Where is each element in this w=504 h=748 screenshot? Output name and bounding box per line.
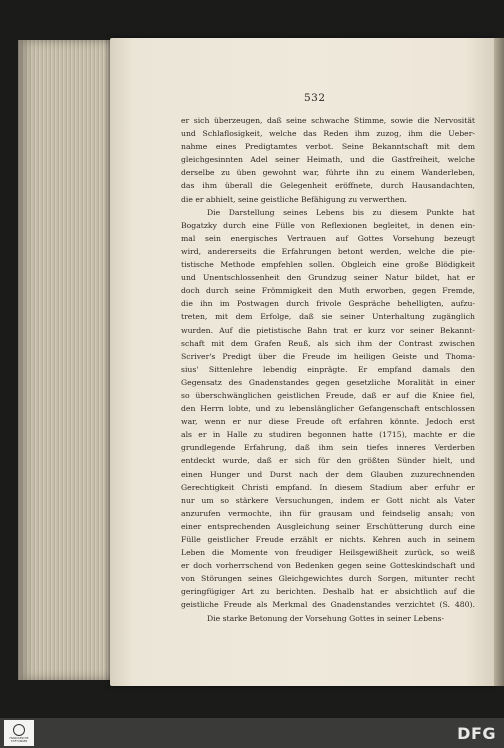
book-page-edges bbox=[18, 40, 114, 680]
text-line: Leben die Momente von freudiger Heilsgewißheit zurück, so weiß bbox=[181, 548, 475, 558]
text-line: von Störungen seines Gleichgewichtes durch Sorgen, mitunter recht bbox=[181, 574, 475, 584]
text-line: einen Hunger und Durst nach der dem Glauben zuzurechnenden bbox=[181, 469, 475, 479]
text-line: den Herrn lobte, und zu lebenslänglicher Gefangenschaft entschlossen bbox=[181, 404, 475, 414]
text-line: tistische Methode empfehlen sollen. Obgleich eine große Blödigkeit bbox=[181, 260, 475, 270]
text-line: er sich überzeugen, daß seine schwache Stimme, sowie die Nervosität bbox=[181, 116, 475, 125]
page-text bbox=[181, 114, 475, 625]
dfg-logo[interactable]: DFG bbox=[457, 724, 496, 743]
text-line: Gerechtigkeit Christi empfand. In diesem Stadium aber erfuhr er bbox=[181, 482, 475, 492]
text-line: wird, andererseits die Erfahrungen betont werden, welche die pie- bbox=[181, 246, 475, 256]
text-line: geistliche Freude als Merkmal des Gnadenstandes verzichtet (S. 480). bbox=[181, 600, 475, 610]
text-line: schaft mit dem Grafen Reuß, als sich ihm der Contrast zwischen bbox=[181, 338, 475, 348]
text-line: das ihm überall die Gelegenheit eröffnete, durch Hausandachten, bbox=[181, 181, 475, 191]
text-line: Fülle geistlicher Freude erzählt er nichts. Kehren auch in seinem bbox=[181, 535, 475, 544]
text-line: nur um so stärkere Versuchungen, indem er Gott nicht als Vater bbox=[181, 495, 475, 505]
text-line: Die Darstellung seines Lebens bis zu diesem Punkte hat bbox=[207, 207, 475, 217]
logo-line-2: STIFTUNGEN bbox=[10, 739, 28, 743]
text-line: er doch vorherrschend von Bedenken gegen seine Gotteskindschaft und bbox=[181, 561, 475, 571]
franckesche-stiftungen-logo[interactable] bbox=[4, 720, 34, 746]
page-number: 532 bbox=[304, 92, 326, 104]
text-line: anzurufen vermochte, ihn für grausam und feindselig ansah; von bbox=[181, 508, 475, 518]
text-line: derselbe zu üben gewohnt war, führte ihn zu einem Wanderleben, bbox=[181, 168, 475, 178]
text-line: gleichgesinnten Adel seiner Heimath, und die Gastfreiheit, welche bbox=[181, 155, 475, 165]
text-line: wurden. Auf die pietistische Bahn trat er kurz vor seiner Bekannt- bbox=[181, 325, 475, 335]
text-line: nahme eines Predigtamtes verbot. Seine Bekanntschaft mit dem bbox=[181, 142, 475, 152]
text-line: grundlegende Erfahrung, daß ihm sein tiefes inneres Verderben bbox=[181, 443, 475, 453]
text-line: war, wenn er nur diese Freude oft erfahren könnte. Jedoch erst bbox=[181, 417, 475, 427]
text-line: sius' Sittenlehre lebendig einprägte. Er empfand damals den bbox=[181, 364, 475, 374]
text-line: die ihn im Postwagen durch frivole Gespräche behelligten, aufzu- bbox=[181, 299, 475, 309]
text-line: einer entsprechenden Ausgleichung seiner Erschütterung durch eine bbox=[181, 521, 475, 531]
text-line: Gegensatz des Gnadenstandes gegen gesetzliche Moralität in einer bbox=[181, 377, 475, 387]
logo-line-1: FRANCKESCHE bbox=[9, 736, 29, 740]
text-line: und Unentschlossenheit den Grundzug seiner Natur bildet, hat er bbox=[181, 273, 475, 283]
text-line: geringfügiger Art zu berichten. Deshalb hat er absichtlich auf die bbox=[181, 587, 475, 597]
book-right-edge bbox=[494, 38, 504, 686]
text-line: die er abhielt, seine geistliche Befähigung zu verwerthen. bbox=[181, 194, 407, 204]
text-line: Die starke Betonung der Vorsehung Gottes in seiner Lebens- bbox=[207, 613, 445, 623]
emblem-icon bbox=[13, 724, 25, 736]
text-line: entdeckt wurde, daß er sich für den größten Sünder hielt, und bbox=[181, 456, 475, 466]
footer-bar bbox=[0, 718, 504, 748]
text-line: doch durch seine Frömmigkeit den Muth erworben, gegen Fremde, bbox=[181, 286, 475, 296]
text-line: so überschwänglichen geistlichen Freude, daß er auf die Kniee fiel, bbox=[181, 390, 475, 400]
text-line: treten, mit dem Erfolge, daß sie seiner Unterhaltung zugänglich bbox=[181, 312, 475, 322]
text-line: und Schlaflosigkeit, welche das Reden ihm zuzog, ihm die Ueber- bbox=[181, 129, 475, 139]
text-line: Scriver's Predigt über die Freude im heiligen Geiste und Thoma- bbox=[181, 351, 475, 361]
text-line: als er in Halle zu studiren begonnen hatte (1715), machte er die bbox=[181, 430, 475, 440]
text-line: Bogatzky durch eine Fülle von Reflexionen begleitet, in denen ein- bbox=[181, 220, 475, 230]
text-line: mal sein energisches Vertrauen auf Gottes Vorsehung bezeugt bbox=[181, 233, 475, 243]
